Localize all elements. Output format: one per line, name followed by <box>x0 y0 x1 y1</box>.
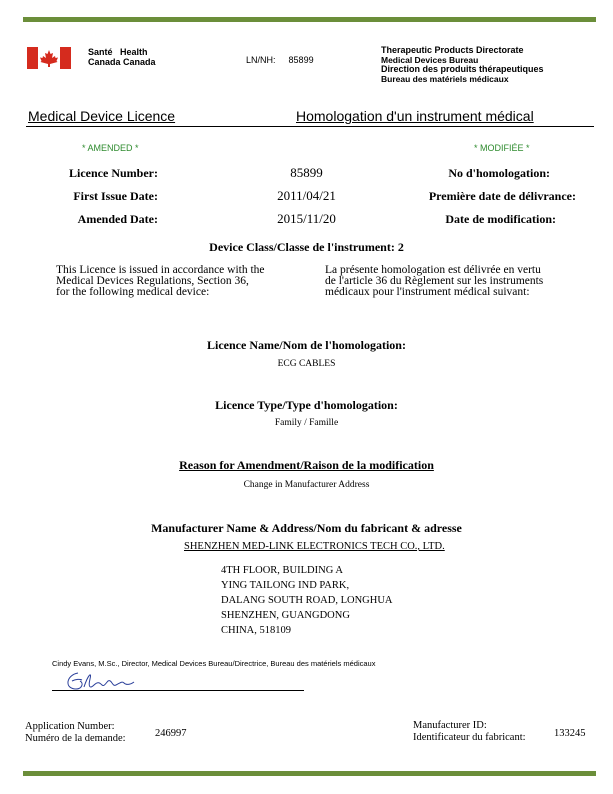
directorate-block <box>381 46 544 84</box>
address-line: DALANG SOUTH ROAD, LONGHUA <box>221 595 393 606</box>
directorate-line: Bureau des matériels médicaux <box>381 73 509 84</box>
first-issue-label: First Issue Date: <box>73 189 158 203</box>
manufacturer-address <box>221 563 393 638</box>
bottom-border-bar <box>23 771 596 776</box>
title-fr: Homologation d'un instrument médical <box>296 108 534 124</box>
first-issue-label-fr: Première date de délivrance: <box>428 189 576 203</box>
amended-date-value: 2015/11/20 <box>277 211 336 226</box>
licence-name-label: Licence Name/Nom de l'homologation: <box>207 338 406 352</box>
directorate-line: Direction des produits thérapeutiques <box>381 64 544 74</box>
manufacturer-id-label <box>413 720 526 744</box>
manufacturer-id-label-en: Manufacturer ID: <box>413 720 487 731</box>
directorate-line: Medical Devices Bureau <box>381 54 479 65</box>
application-number-label-en: Application Number: <box>25 721 115 732</box>
address-line: SHENZHEN, GUANGDONG <box>221 610 350 621</box>
ln-label: LN/NH: <box>246 55 276 65</box>
application-number-label <box>25 721 126 745</box>
reason-value: Change in Manufacturer Address <box>243 480 370 490</box>
address-line: CHINA, 518109 <box>221 625 291 636</box>
signature-line <box>52 690 304 691</box>
manufacturer-name: SHENZHEN MED-LINK ELECTRONICS TECH CO., LTD. <box>184 541 445 552</box>
statement-line: médicaux pour l'instrument médical suivant: <box>325 286 530 298</box>
title-en: Medical Device Licence <box>28 108 176 124</box>
licence-type-label: Licence Type/Type d'homologation: <box>215 398 398 412</box>
device-class: Device Class/Classe de l'instrument: 2 <box>209 240 404 254</box>
manufacturer-id-label-fr: Identificateur du fabricant: <box>413 732 526 743</box>
statement-line: for the following medical device: <box>56 286 210 298</box>
manufacturer-id-value: 133245 <box>554 728 586 739</box>
ln-number <box>246 55 314 65</box>
title-rule <box>26 126 594 127</box>
amended-date-label: Amended Date: <box>77 212 158 226</box>
top-border-bar <box>23 17 596 22</box>
directorate-line: Therapeutic Products Directorate <box>381 45 524 55</box>
canada-flag-icon <box>27 47 71 69</box>
reason-label: Reason for Amendment/Raison de la modification <box>179 458 434 472</box>
statement-line: This Licence is issued in accordance with the <box>56 264 265 276</box>
application-number-label-fr: Numéro de la demande: <box>25 733 126 744</box>
licence-number-label: Licence Number: <box>69 166 158 180</box>
licence-number-value: 85899 <box>290 165 323 180</box>
statement-line: de l'article 36 du Règlement sur les instruments <box>325 275 544 287</box>
first-issue-value: 2011/04/21 <box>277 188 336 203</box>
statement-line: Medical Devices Regulations, Section 36, <box>56 275 249 287</box>
address-line: 4TH FLOOR, BUILDING A <box>221 565 343 576</box>
statement-fr <box>325 265 543 298</box>
statement-en <box>56 265 265 298</box>
licence-type-value: Family / Famille <box>274 418 339 428</box>
statement-line: La présente homologation est délivrée en vertu <box>325 264 541 276</box>
ln-value: 85899 <box>288 55 314 65</box>
manufacturer-label: Manufacturer Name & Address/Nom du fabricant & adresse <box>151 521 462 535</box>
application-number-value: 246997 <box>155 728 187 739</box>
department-name-fr: Canada Canada <box>88 57 156 67</box>
amended-badge-en: * AMENDED * <box>82 143 139 153</box>
address-line: YING TAILONG IND PARK, <box>221 580 350 591</box>
amended-badge-fr: * MODIFIÉE * <box>474 143 530 153</box>
amended-date-label-fr: Date de modification: <box>445 212 556 226</box>
signatory: Cindy Evans, M.Sc., Director, Medical Devices Bureau/Directrice, Bureau des matériels médicaux <box>52 659 376 668</box>
department-name-en: Santé Health <box>88 47 148 57</box>
licence-number-label-fr: No d'homologation: <box>448 166 550 180</box>
department-name <box>88 47 156 67</box>
licence-name-value: ECG CABLES <box>277 359 336 369</box>
